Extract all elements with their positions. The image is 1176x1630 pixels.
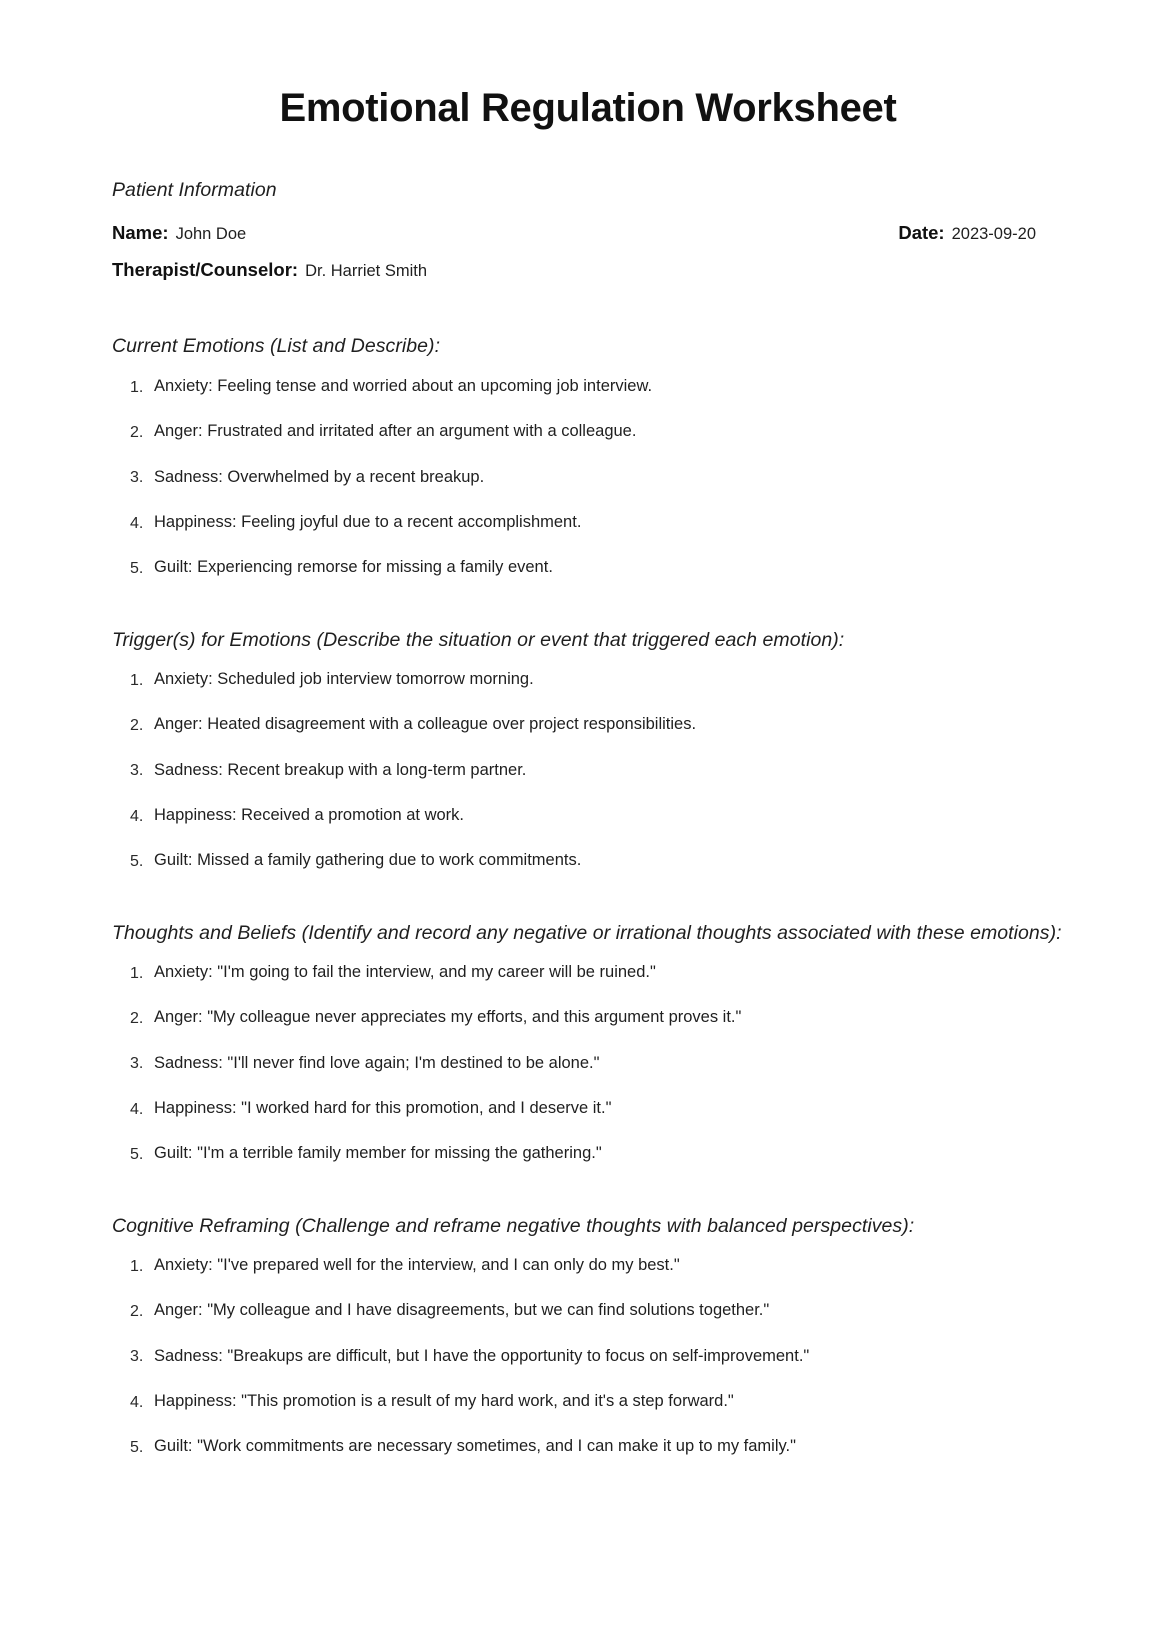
list-item-text: Anxiety: "I've prepared well for the interview, and I can only do my best." — [154, 1256, 680, 1275]
list-item-text: Anxiety: "I'm going to fail the interview, and my career will be ruined." — [154, 963, 656, 982]
therapist-label: Therapist/Counselor: — [112, 259, 299, 281]
list-item — [112, 713, 1064, 735]
list-item-number: 2. — [130, 1010, 144, 1028]
list-item — [112, 1299, 1064, 1321]
section-heading: Thoughts and Beliefs (Identify and record any negative or irrational thoughts associated with these emotions): — [112, 921, 1062, 944]
worksheet-section — [112, 920, 1064, 1165]
list-item-number: 1. — [130, 671, 144, 689]
patient-name-label: Name: — [112, 222, 169, 244]
list-item — [112, 1254, 1064, 1276]
list-item — [112, 1097, 1064, 1119]
list-item-number: 1. — [130, 378, 144, 396]
list-item — [112, 849, 1064, 871]
list-item-text: Anger: "My colleague and I have disagreements, but we can find solutions together." — [154, 1301, 770, 1320]
patient-information-heading: Patient Information — [112, 178, 277, 201]
list-item-number: 5. — [130, 1145, 144, 1163]
list-item — [112, 961, 1064, 983]
date-label: Date: — [898, 222, 945, 244]
list-item-text: Happiness: "I worked hard for this promotion, and I deserve it." — [154, 1099, 612, 1117]
list-item-text: Anxiety: Scheduled job interview tomorrow morning. — [154, 670, 534, 689]
list-item-text: Sadness: "Breakups are difficult, but I have the opportunity to focus on self-improvement." — [154, 1346, 810, 1365]
list-item — [112, 466, 1064, 488]
list-item — [112, 375, 1064, 397]
list-item-text: Anxiety: Feeling tense and worried about an upcoming job interview. — [154, 377, 653, 396]
list-item — [112, 1435, 1064, 1457]
section-item-list — [112, 375, 1064, 578]
worksheet-section — [112, 333, 1064, 578]
list-item-text: Sadness: Recent breakup with a long-term partner. — [154, 760, 527, 779]
list-item — [112, 1345, 1064, 1367]
list-item-text: Happiness: Received a promotion at work. — [154, 805, 464, 824]
list-item — [112, 804, 1064, 826]
worksheet-section — [112, 627, 1064, 872]
section-item-list — [112, 961, 1064, 1164]
list-item — [112, 1142, 1064, 1164]
therapist-row — [112, 259, 1064, 281]
list-item-number: 3. — [130, 1348, 144, 1366]
patient-information-block — [112, 177, 1064, 282]
list-item — [112, 556, 1064, 578]
list-item-number: 2. — [130, 424, 144, 442]
list-item — [112, 1052, 1064, 1074]
section-heading: Trigger(s) for Emotions (Describe the situation or event that triggered each emotion): — [112, 628, 845, 651]
list-item-number: 5. — [130, 852, 144, 870]
worksheet-section — [112, 1213, 1064, 1458]
date-field — [898, 222, 1036, 244]
list-item-number: 4. — [130, 514, 144, 532]
list-item-text: Anger: "My colleague never appreciates my efforts, and this argument proves it." — [154, 1008, 742, 1027]
list-item — [112, 1006, 1064, 1028]
patient-name-value: John Doe — [175, 225, 247, 244]
section-item-list — [112, 668, 1064, 871]
list-item-number: 4. — [130, 1393, 144, 1411]
list-item-number: 3. — [130, 469, 144, 487]
list-item — [112, 420, 1064, 442]
list-item-number: 3. — [130, 1055, 144, 1073]
list-item-number: 3. — [130, 762, 144, 780]
list-item-text: Guilt: "I'm a terrible family member for missing the gathering." — [154, 1144, 602, 1163]
list-item-text: Sadness: Overwhelmed by a recent breakup. — [154, 467, 485, 486]
list-item-text: Sadness: "I'll never find love again; I'm destined to be alone." — [154, 1053, 600, 1072]
list-item-number: 1. — [130, 964, 144, 982]
section-item-list — [112, 1254, 1064, 1457]
list-item-text: Guilt: Experiencing remorse for missing a family event. — [154, 558, 553, 577]
list-item-text: Happiness: "This promotion is a result of my hard work, and it's a step forward." — [154, 1392, 734, 1411]
list-item-text: Anger: Heated disagreement with a colleague over project responsibilities. — [154, 715, 697, 734]
list-item-text: Happiness: Feeling joyful due to a recent accomplishment. — [154, 512, 582, 531]
section-heading: Cognitive Reframing (Challenge and reframe negative thoughts with balanced perspectives): — [112, 1214, 915, 1237]
list-item-number: 4. — [130, 1100, 144, 1118]
therapist-value: Dr. Harriet Smith — [305, 262, 427, 281]
list-item-text: Guilt: Missed a family gathering due to work commitments. — [154, 851, 582, 870]
therapist-field — [112, 259, 427, 281]
list-item-number: 5. — [130, 559, 144, 577]
list-item-text: Guilt: "Work commitments are necessary sometimes, and I can make it up to my family." — [154, 1437, 796, 1456]
patient-name-field — [112, 222, 246, 244]
list-item — [112, 759, 1064, 781]
list-item — [112, 1390, 1064, 1412]
list-item — [112, 668, 1064, 690]
list-item-text: Anger: Frustrated and irritated after an argument with a colleague. — [154, 422, 637, 441]
list-item-number: 2. — [130, 717, 144, 735]
list-item-number: 2. — [130, 1303, 144, 1321]
page-title: Emotional Regulation Worksheet — [279, 86, 897, 130]
section-heading: Current Emotions (List and Describe): — [112, 335, 441, 358]
list-item-number: 5. — [130, 1438, 144, 1456]
name-date-row — [112, 222, 1064, 244]
worksheet-sections — [112, 333, 1064, 1457]
date-value: 2023-09-20 — [951, 225, 1036, 244]
list-item — [112, 511, 1064, 533]
list-item-number: 4. — [130, 807, 144, 825]
list-item-number: 1. — [130, 1257, 144, 1275]
